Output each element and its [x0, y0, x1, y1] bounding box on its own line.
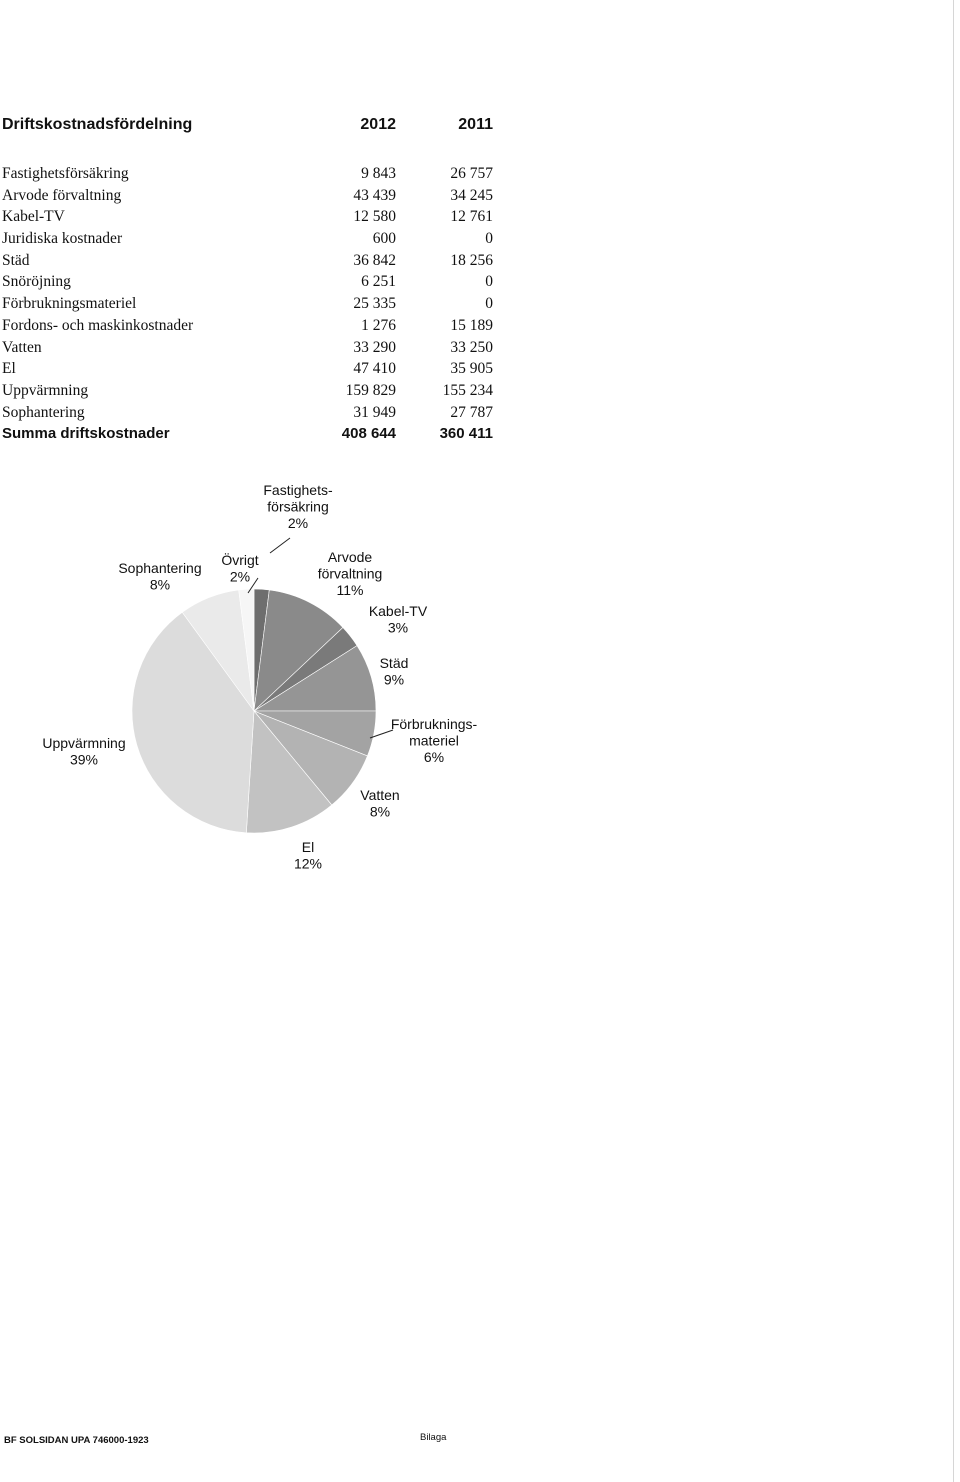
row-label: Uppvärmning: [2, 381, 89, 399]
row-label: Vatten: [2, 338, 42, 356]
row-value-2012: 12 580: [353, 208, 396, 226]
pie-label: Sophantering 8%: [118, 560, 202, 593]
row-value-2011: 0: [485, 230, 493, 248]
row-value-2012: 31 949: [353, 403, 396, 421]
table-row: [0, 315, 500, 337]
page-edge-line: [953, 0, 954, 1482]
table-row: [0, 271, 500, 293]
row-value-2011: 34 245: [450, 186, 493, 204]
footer-attachment-label: Bilaga: [420, 1432, 447, 1443]
table-row: [0, 163, 500, 185]
pie-label: Kabel-TV 3%: [368, 603, 428, 636]
cost-table: [0, 163, 500, 445]
row-value-2011: 27 787: [450, 403, 493, 421]
row-label: Sophantering: [2, 403, 85, 421]
row-value-2012: 36 842: [353, 251, 396, 269]
column-header-2012: 2012: [360, 116, 396, 133]
cost-distribution-pie-chart: [0, 470, 540, 890]
leader-line: [270, 538, 290, 553]
column-header-2011: 2011: [458, 116, 493, 133]
row-value-2011: 33 250: [450, 338, 493, 356]
row-value-2012: 43 439: [353, 186, 396, 204]
table-row: [0, 380, 500, 402]
row-label: Kabel-TV: [2, 208, 65, 226]
row-label: El: [2, 360, 16, 378]
pie-label: Vatten 8%: [360, 787, 400, 820]
row-value-2012: 25 335: [353, 295, 396, 313]
row-value-2011: 35 905: [450, 360, 493, 378]
table-row: [0, 337, 500, 359]
row-value-2011: 155 234: [442, 381, 493, 399]
pie-label: Arvode förvaltning 11%: [317, 549, 383, 598]
row-value-2011: 18 256: [450, 251, 493, 269]
row-label: Fordons- och maskinkostnader: [2, 316, 194, 334]
table-row: [0, 228, 500, 250]
row-value-2012: 47 410: [353, 360, 396, 378]
row-label: Arvode förvaltning: [2, 186, 122, 204]
table-row: [0, 250, 500, 272]
row-label: Fastighetsförsäkring: [2, 165, 129, 182]
pie-label: Förbruknings-materiel 6%: [390, 716, 478, 765]
table-row: [0, 402, 500, 424]
table-row: [0, 185, 500, 207]
pie-label: Övrigt 2%: [221, 552, 259, 585]
row-value-2012: 1 276: [361, 316, 396, 334]
pie-label: Uppvärmning 39%: [42, 735, 126, 768]
row-label: Städ: [2, 251, 30, 269]
row-value-2012: 159 829: [345, 381, 396, 399]
table-row: [0, 358, 500, 380]
row-value-2011: 15 189: [450, 316, 493, 334]
total-value-2012: 408 644: [341, 425, 396, 443]
pie-label: Fastighets-försäkring 2%: [263, 482, 333, 531]
row-value-2012: 6 251: [361, 273, 396, 291]
row-label: Snöröjning: [2, 273, 71, 291]
row-value-2011: 0: [485, 273, 493, 291]
pie-label: Städ 9%: [379, 655, 409, 688]
row-label: Juridiska kostnader: [2, 230, 123, 248]
table-row: [0, 293, 500, 315]
row-value-2011: 0: [485, 295, 493, 313]
row-value-2011: 26 757: [450, 165, 493, 182]
total-row: [0, 423, 500, 445]
row-value-2011: 12 761: [450, 208, 493, 226]
row-value-2012: 9 843: [361, 165, 396, 182]
row-value-2012: 600: [372, 230, 396, 248]
table-heading: Driftskostnadsfördelning: [2, 116, 193, 133]
total-label: Summa driftskostnader: [2, 425, 170, 443]
row-value-2012: 33 290: [353, 338, 396, 356]
row-label: Förbrukningsmateriel: [2, 295, 137, 313]
pie-label: El 12%: [293, 839, 323, 872]
total-value-2011: 360 411: [439, 425, 493, 443]
footer-organization: BF SOLSIDAN UPA 746000-1923: [4, 1435, 149, 1446]
table-row: [0, 206, 500, 228]
